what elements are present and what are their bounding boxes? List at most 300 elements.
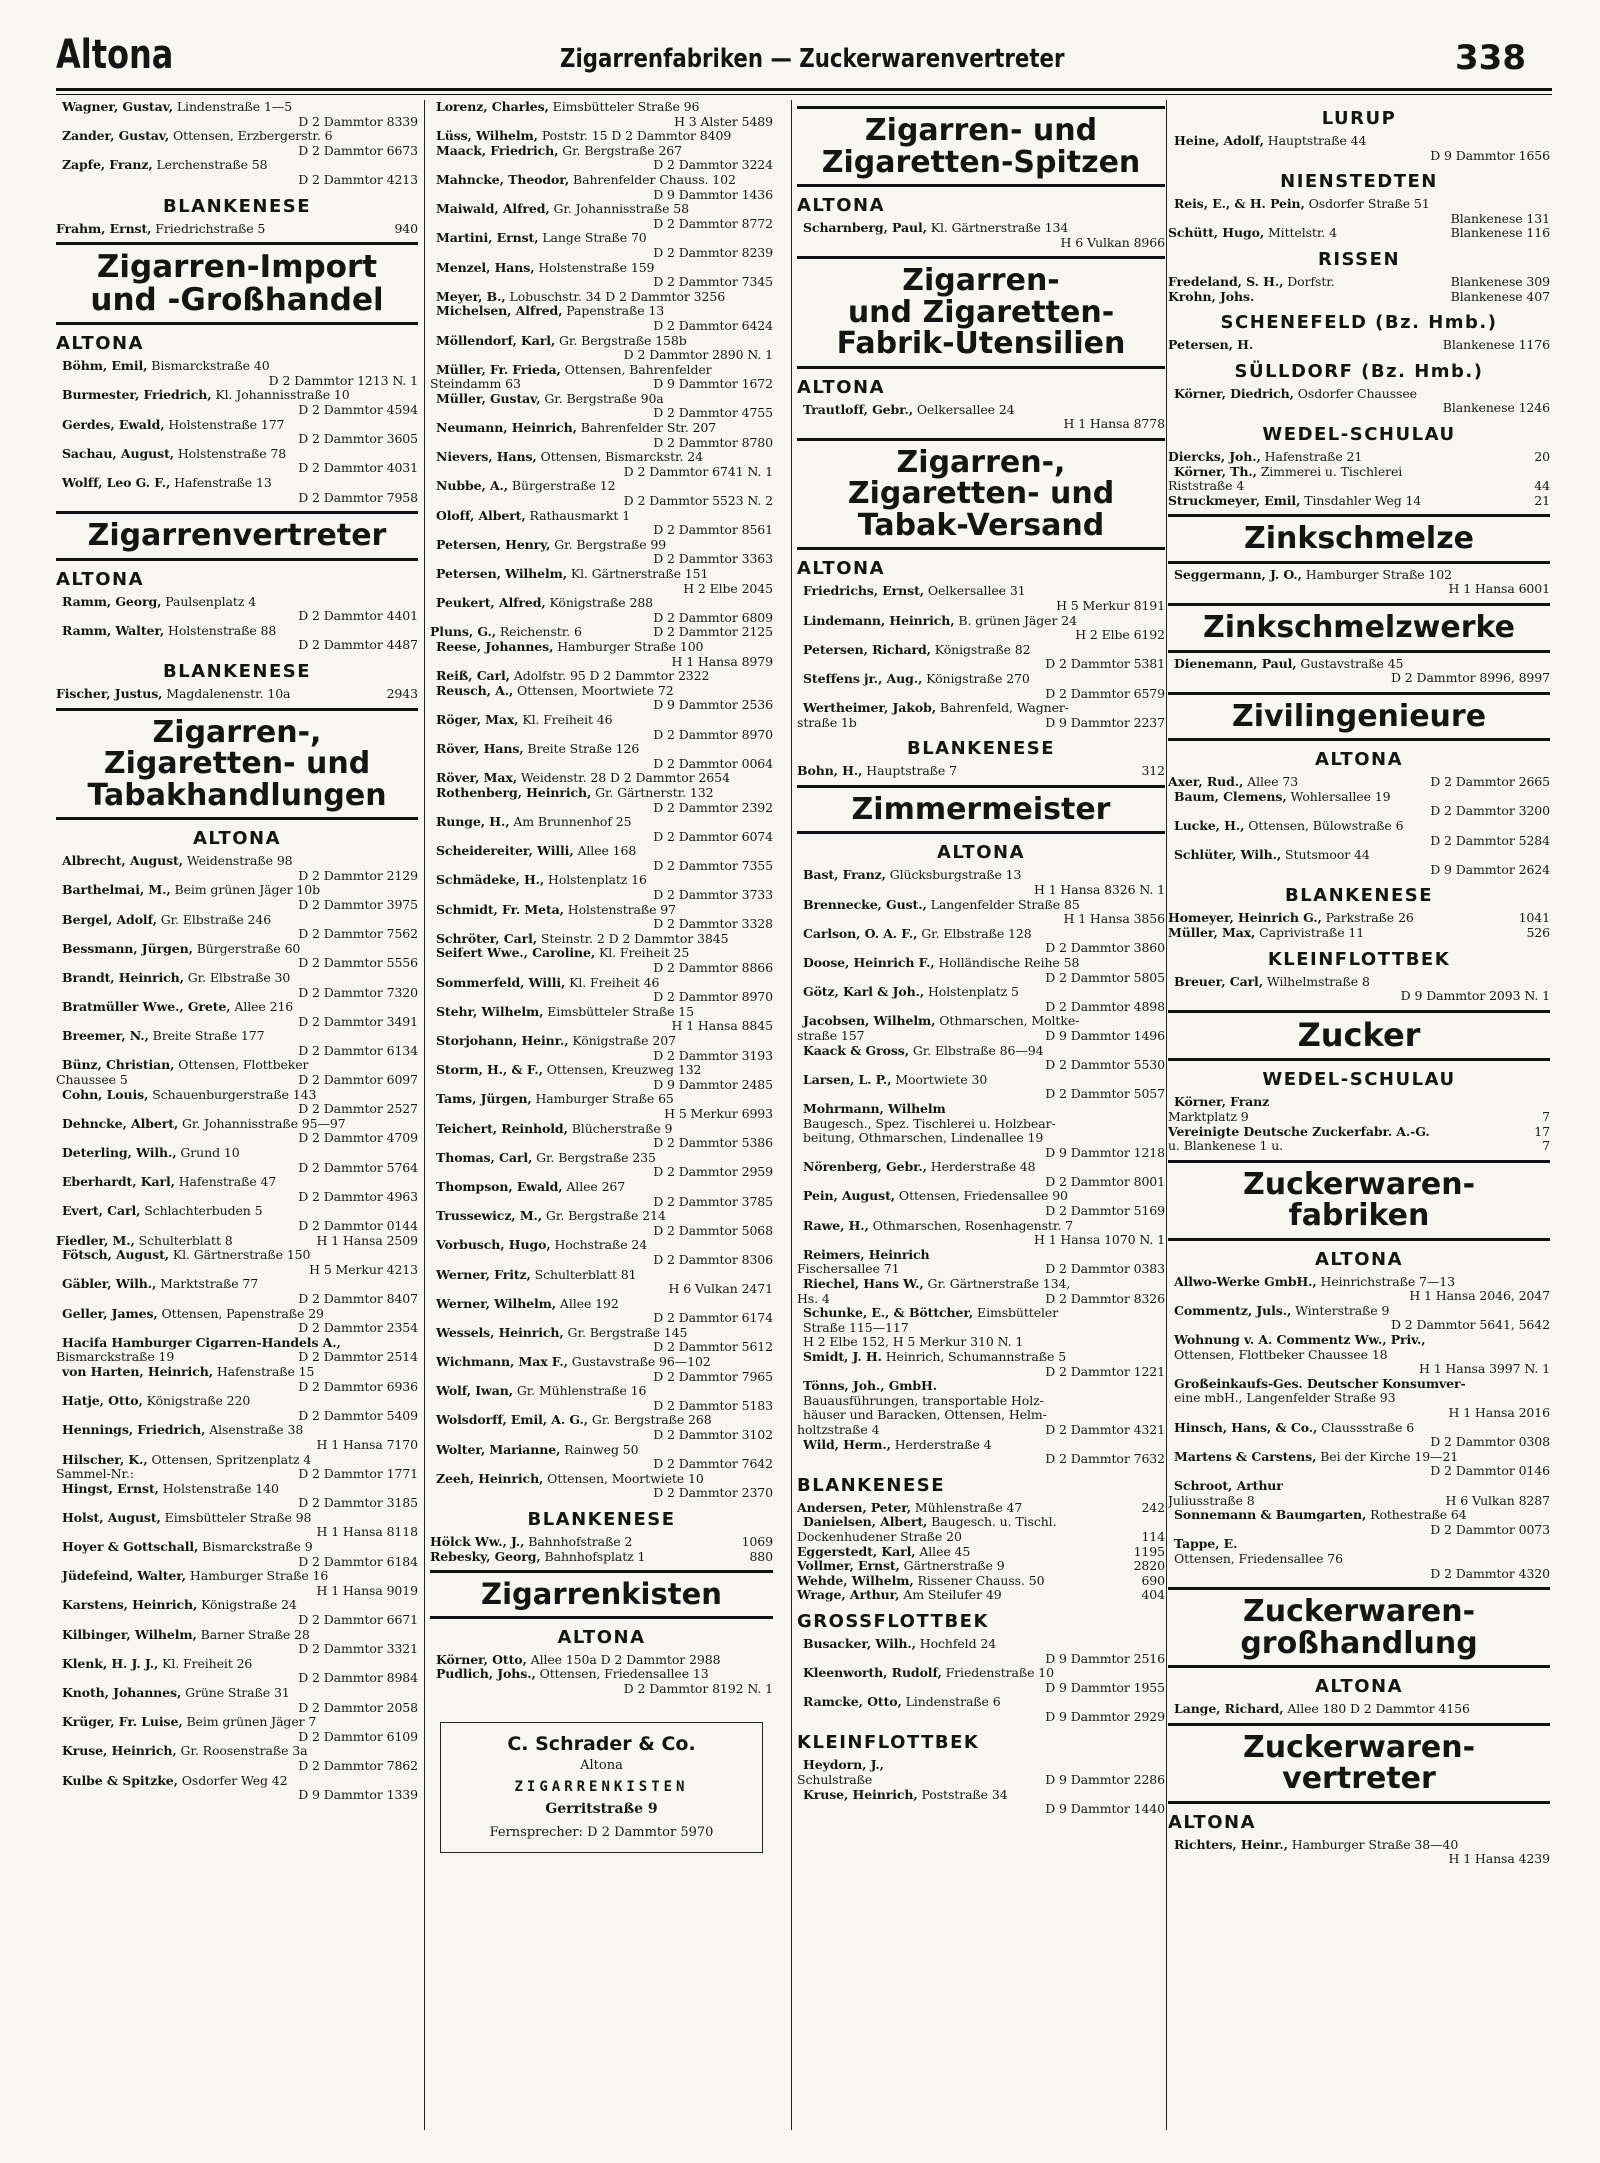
entry-address: Bahrenfelder Str. 207 <box>576 421 717 436</box>
category-heading <box>1168 1587 1550 1668</box>
entry-address: Allee 180 D 2 Dammtor 4156 <box>1283 1702 1470 1717</box>
entry-text <box>56 1540 313 1555</box>
entry-address: Grund 10 <box>176 1146 240 1161</box>
entry-line <box>797 985 1165 1000</box>
entry-address: Königstraße 82 <box>930 642 1031 657</box>
entry-line <box>430 815 773 830</box>
entry-phone: D 2 Dammtor 5068 <box>653 1222 773 1238</box>
entry-phone: H 1 Hansa 7170 <box>316 1436 418 1452</box>
entry-name: Brennecke, Gust., <box>803 897 927 912</box>
entry-address: Rainweg 50 <box>560 1442 639 1457</box>
entry-phone: H 1 Hansa 1070 N. 1 <box>1034 1232 1165 1248</box>
entry-line <box>56 1029 418 1044</box>
entry-address: Holstenstraße 177 <box>164 417 285 432</box>
entry-text <box>1168 790 1390 805</box>
directory-entry <box>797 643 1165 672</box>
directory-entry <box>56 1336 418 1365</box>
entry-text <box>1168 1304 1389 1319</box>
entry-name: Jüdefeind, Walter, <box>62 1569 187 1584</box>
entry-phone: D 2 Dammtor 8970 <box>653 989 773 1005</box>
entry-line <box>797 868 1165 883</box>
entry-address: Ottensen, Bismarckstr. 24 <box>536 450 703 465</box>
entry-address: Kl. Freiheit 26 <box>158 1656 253 1671</box>
directory-entry <box>797 956 1165 985</box>
directory-entry <box>430 567 773 596</box>
entry-address: Gr. Bergstraße 235 <box>532 1150 656 1165</box>
entry-address: Magdalenenstr. 10a <box>162 687 291 702</box>
entry-text <box>56 1598 297 1613</box>
entry-name: Karstens, Heinrich, <box>62 1598 198 1613</box>
entry-line <box>797 1262 1165 1277</box>
entry-phone: D 2 Dammtor 7642 <box>653 1456 773 1472</box>
entry-name: Hatje, Otto, <box>62 1394 143 1409</box>
entry-text <box>56 1715 316 1730</box>
entry-line <box>430 1326 773 1341</box>
entry-address: Othmarschen, Rosenhagenstr. 7 <box>868 1218 1073 1233</box>
locality-heading: BLANKENESE <box>1284 885 1434 907</box>
directory-entry <box>430 538 773 567</box>
category-heading-line: Zinkschmelze <box>1243 521 1475 557</box>
entry-phone: D 2 Dammtor 6673 <box>298 142 418 158</box>
entry-line <box>56 476 418 491</box>
entry-name: Ramm, Georg, <box>62 594 162 609</box>
entry-address: Winterstraße 9 <box>1291 1303 1390 1318</box>
entry-line <box>430 1472 773 1487</box>
entry-address: häuser und Baracken, Ottensen, Helm- <box>803 1408 1047 1423</box>
entry-address: Gr. Bergstraße 267 <box>558 143 683 158</box>
entry-line <box>1168 1391 1550 1406</box>
entry-phone: D 2 Dammtor 4709 <box>298 1130 418 1146</box>
ad-phone: Fernsprecher: D 2 Dammtor 5970 <box>489 1825 714 1841</box>
entry-address: Mittelstr. 4 <box>1264 226 1337 241</box>
entry-name: Reese, Johannes, <box>436 639 554 654</box>
category-heading <box>797 106 1165 187</box>
entry-address-cont: Dockenhudener Straße 20 <box>797 1529 962 1544</box>
entry-line <box>430 1443 773 1458</box>
directory-entry <box>1168 1362 1550 1377</box>
entry-address: Lobuschstr. 34 D 2 Dammtor 3256 <box>505 289 726 304</box>
entry-phone: D 2 Dammtor 0308 <box>1430 1434 1550 1450</box>
category-heading <box>797 256 1165 369</box>
entry-address: Holstenstraße 159 <box>534 260 655 275</box>
entry-line <box>430 976 773 991</box>
entry-line <box>56 1336 418 1351</box>
entry-phone: H 1 Hansa 9019 <box>316 1582 418 1598</box>
directory-entry <box>797 584 1165 613</box>
entry-name: Lorenz, Charles, <box>436 100 549 114</box>
entry-name: Seggermann, J. O., <box>1174 567 1302 582</box>
entry-text <box>430 1151 656 1166</box>
locality-heading: ALTONA <box>1168 1811 1256 1833</box>
entry-address: Baugesch. u. Tischl. <box>927 1515 1057 1530</box>
entry-name: Kruse, Heinrich, <box>803 1787 918 1802</box>
entry-line <box>430 377 773 392</box>
entry-text <box>430 1535 632 1550</box>
entry-phone: D 2 Dammtor 5381 <box>1045 656 1165 672</box>
entry-address: Gr. Gärtnerstraße 134, <box>923 1277 1071 1292</box>
entry-text <box>56 1204 262 1219</box>
entry-phone: H 1 Hansa 8845 <box>671 1018 773 1034</box>
entry-line <box>430 1550 773 1565</box>
directory-entry <box>430 1384 773 1413</box>
entry-name: Teichert, Reinhold, <box>436 1121 568 1136</box>
entry-line <box>56 1467 418 1482</box>
directory-entry <box>56 1277 418 1306</box>
entry-text <box>430 450 703 465</box>
entry-name: Bast, Franz, <box>803 868 886 883</box>
entry-text <box>56 359 270 374</box>
entry-address: Rathausmarkt 1 <box>525 508 631 523</box>
entry-text <box>1168 387 1417 402</box>
entry-line <box>56 1540 418 1555</box>
entry-text <box>430 640 703 655</box>
entry-text <box>56 1029 264 1044</box>
entry-name: Kilbinger, Wilhelm, <box>62 1627 197 1642</box>
entry-address: Heinrichstraße 7—13 <box>1316 1274 1455 1289</box>
entry-line <box>430 1180 773 1195</box>
category-heading-line: Zucker <box>1297 1015 1421 1054</box>
entry-address: Allee 216 <box>230 1000 294 1015</box>
entry-text <box>1168 226 1337 241</box>
entry-text <box>1168 494 1421 509</box>
directory-entry <box>56 971 418 1000</box>
entry-phone: D 9 Dammtor 2624 <box>1430 861 1550 877</box>
entry-phone: D 2 Dammtor 4213 <box>298 171 418 187</box>
entry-address: Dorfstr. <box>1283 274 1335 289</box>
entry-text <box>430 100 699 115</box>
entry-name: Zander, Gustav, <box>62 129 170 144</box>
entry-name: Heydorn, J., <box>803 1758 884 1773</box>
directory-entry <box>1168 790 1550 819</box>
entry-phone: D 2 Dammtor 5530 <box>1045 1057 1165 1073</box>
category-heading-line: Tabak-Versand <box>857 507 1105 543</box>
entry-address: Reichenstr. 6 <box>496 625 582 640</box>
entry-phone: 1069 <box>741 1535 773 1549</box>
locality-heading: ALTONA <box>797 195 885 216</box>
entry-name: Rothenberg, Heinrich, <box>436 785 592 800</box>
directory-entry <box>56 1744 418 1773</box>
entry-address: Ottensen, Kreuzweg 132 <box>542 1063 702 1078</box>
entry-phone: D 2 Dammtor 4487 <box>298 637 418 653</box>
entry-text <box>430 873 647 888</box>
entry-address: Holstenplatz 5 <box>924 985 1019 1000</box>
directory-entry <box>1168 1421 1550 1450</box>
entry-line <box>1168 926 1550 941</box>
entry-line <box>797 1637 1165 1652</box>
entry-text <box>430 567 708 582</box>
entry-text <box>430 392 664 407</box>
entry-address-cont: Chaussee 5 <box>56 1073 128 1088</box>
directory-entry <box>797 1306 1165 1335</box>
category-heading-line: Zigarren-, <box>152 714 322 750</box>
directory-entry <box>797 1014 1165 1043</box>
entry-address: Glücksburgstraße 13 <box>885 868 1022 883</box>
entry-text <box>56 388 350 403</box>
locality-heading: SCHENEFELD (Bz. Hmb.) <box>1220 312 1498 334</box>
directory-entry <box>430 1326 773 1355</box>
entry-name: Hinsch, Hans, & Co., <box>1174 1420 1318 1435</box>
entry-line <box>56 1453 418 1468</box>
entry-address: Herderstraße 48 <box>926 1160 1036 1175</box>
entry-name: Jacobsen, Wilhelm, <box>803 1014 936 1029</box>
directory-entry <box>797 672 1165 701</box>
entry-phone: D 9 Dammtor 1440 <box>1045 1801 1165 1817</box>
entry-text <box>430 1180 625 1195</box>
entry-line <box>56 1307 418 1322</box>
entry-name: Schmidt, Fr. Meta, <box>436 902 564 917</box>
entry-text <box>1168 1275 1455 1290</box>
entry-address: Othmarschen, Moltke- <box>935 1014 1080 1029</box>
entry-address: Kl. Freiheit 46 <box>565 975 660 990</box>
entry-text <box>430 509 630 524</box>
entry-address: Beim grünen Jäger 7 <box>182 1715 317 1730</box>
entry-line <box>1168 465 1550 480</box>
entry-name: Möllendorf, Karl, <box>436 333 556 348</box>
entry-phone: H 5 Merkur 6993 <box>664 1105 773 1121</box>
column-3 <box>797 100 1165 1817</box>
entry-text <box>56 1000 293 1015</box>
entry-text <box>430 1034 676 1049</box>
entry-address: Bahrenfeld, Wagner- <box>935 701 1069 716</box>
entry-line <box>430 1355 773 1370</box>
entry-line <box>430 1122 773 1137</box>
entry-phone: H 6 Vulkan 8966 <box>1060 234 1165 250</box>
entry-phone: D 2 Dammtor 6109 <box>298 1728 418 1744</box>
entry-address-cont: Sammel-Nr.: <box>56 1467 134 1482</box>
entry-name: Maack, Friedrich, <box>436 143 559 158</box>
entry-line <box>430 1413 773 1428</box>
entry-line <box>797 1248 1165 1263</box>
entry-phone: D 2 Dammtor 2890 N. 1 <box>623 347 773 363</box>
entry-phone: D 2 Dammtor 7958 <box>298 489 418 505</box>
directory-entry <box>1168 1275 1550 1304</box>
entry-line <box>430 873 773 888</box>
directory-entry <box>1168 275 1550 290</box>
entry-name: Seifert Wwe., Caroline, <box>436 946 596 961</box>
entry-phone: D 2 Dammtor 0064 <box>653 755 773 771</box>
entry-phone: D 9 Dammtor 2929 <box>1045 1708 1165 1724</box>
entry-address: Hamburger Straße 65 <box>531 1092 674 1107</box>
entry-phone: D 2 Dammtor 3328 <box>653 916 773 932</box>
entry-line <box>56 913 418 928</box>
directory-entry <box>56 624 418 653</box>
entry-phone: 7 <box>1542 1109 1550 1124</box>
entry-phone: D 2 Dammtor 2129 <box>298 867 418 883</box>
entry-name: Scheidereiter, Willi, <box>436 844 574 859</box>
entry-line <box>797 221 1165 236</box>
entry-name: Busacker, Wilh., <box>803 1636 916 1651</box>
entry-address: Parkstraße 26 <box>1321 911 1414 926</box>
entry-name: Krohn, Johs. <box>1168 289 1255 304</box>
advertisement-box <box>440 1722 763 1853</box>
entry-line <box>797 1277 1165 1292</box>
entry-text <box>430 1443 638 1458</box>
entry-address: Claussstraße 6 <box>1317 1420 1415 1435</box>
entry-name: Riechel, Hans W., <box>803 1277 924 1292</box>
entry-line <box>430 625 773 640</box>
entry-text <box>56 1423 303 1438</box>
category-heading-line: Zigarren- <box>902 263 1060 299</box>
entry-line <box>430 538 773 553</box>
entry-name: Meyer, B., <box>436 289 506 304</box>
entry-name: Wohnung v. A. Commentz Ww., Priv., <box>1174 1333 1426 1348</box>
entry-name: Petersen, Richard, <box>803 642 931 657</box>
directory-entry <box>56 1088 418 1117</box>
entry-phone: D 2 Dammtor 4320 <box>1430 1565 1550 1581</box>
entry-line <box>1168 1421 1550 1436</box>
directory-entry <box>56 1175 418 1204</box>
entry-address: Gr. Roosenstraße 3a <box>176 1744 308 1759</box>
directory-entry <box>1168 1406 1550 1421</box>
directory-entry <box>1168 338 1550 353</box>
entry-line <box>430 1653 773 1668</box>
entry-phone: 880 <box>749 1549 773 1564</box>
locality-heading: ALTONA <box>937 842 1025 864</box>
directory-entry <box>797 1248 1165 1277</box>
entry-phone: D 2 Dammtor 2125 <box>653 625 773 640</box>
entry-phone: D 2 Dammtor 5409 <box>298 1407 418 1423</box>
entry-phone: D 2 Dammtor 2392 <box>653 799 773 815</box>
entry-text <box>1168 1537 1237 1552</box>
entry-address: Ottensen, Bülowstraße 6 <box>1244 818 1404 833</box>
directory-entry <box>430 932 773 947</box>
directory-entry <box>797 1574 1165 1589</box>
entry-phone: D 2 Dammtor 3975 <box>298 896 418 912</box>
entry-address: Beim grünen Jäger 10b <box>170 883 321 898</box>
directory-entry <box>430 479 773 508</box>
entry-name: Petersen, Wilhelm, <box>436 567 567 581</box>
entry-address: Bismarckstraße 9 <box>198 1540 313 1555</box>
entry-name: Neumann, Heinrich, <box>436 421 577 436</box>
entry-line <box>797 1515 1165 1530</box>
directory-entry <box>56 1686 418 1715</box>
entry-phone: D 2 Dammtor 2354 <box>298 1320 418 1336</box>
entry-line <box>797 716 1165 731</box>
locality-heading: BLANKENESE <box>797 1474 946 1496</box>
entry-text <box>797 1438 992 1453</box>
directory-entry <box>430 144 773 173</box>
entry-line <box>797 927 1165 942</box>
entry-line <box>56 158 418 173</box>
entry-address: Breite Straße 126 <box>523 742 640 757</box>
entry-address-cont: straße 157 <box>797 1028 865 1043</box>
directory-entry <box>797 1788 1165 1817</box>
entry-line <box>797 1423 1165 1438</box>
directory-entry <box>1168 1333 1550 1362</box>
entry-address: Eimsbütteler Straße 98 <box>160 1510 312 1525</box>
entry-text <box>797 868 1021 883</box>
entry-address: Weidenstraße 98 <box>182 854 293 869</box>
column-divider <box>791 100 792 2130</box>
directory-entry <box>56 1540 418 1569</box>
directory-entry <box>430 1667 773 1696</box>
entry-line <box>430 1005 773 1020</box>
directory-entry <box>56 687 418 702</box>
entry-name: Thomas, Carl, <box>436 1150 533 1165</box>
entry-line <box>430 290 773 305</box>
entry-name: Andersen, Peter, <box>797 1500 912 1515</box>
entry-line <box>1168 790 1550 805</box>
entry-line <box>797 1306 1165 1321</box>
entry-text <box>797 672 1030 687</box>
entry-text <box>797 1219 1073 1234</box>
entry-address: Gr. Elbstraße 30 <box>183 970 291 985</box>
entry-phone: H 3 Alster 5489 <box>674 113 773 129</box>
directory-entry <box>430 334 773 363</box>
directory-entry <box>56 388 418 417</box>
entry-address: Eimsbütteler Straße 15 <box>543 1004 694 1019</box>
entry-text <box>797 584 1026 599</box>
entry-line <box>797 1044 1165 1059</box>
entry-address: Bei der Kirche 19—21 <box>1316 1449 1459 1464</box>
entry-address: Hafenstraße 21 <box>1260 449 1363 464</box>
entry-name: Schmädeke, H., <box>436 873 545 888</box>
entry-address: Alsenstraße 38 <box>205 1423 304 1438</box>
entry-line <box>797 614 1165 629</box>
entry-text <box>430 363 712 378</box>
entry-address: Gr. Bergstraße 214 <box>542 1209 666 1224</box>
entry-line <box>56 1088 418 1103</box>
category-heading-line: Zigaretten-Spitzen <box>821 144 1141 180</box>
entry-phone: 2820 <box>1133 1559 1165 1574</box>
entry-name: Commentz, Juls., <box>1174 1303 1292 1318</box>
entry-phone: 312 <box>1141 764 1165 779</box>
entry-address: Allee 192 <box>556 1296 619 1311</box>
directory-entry <box>56 476 418 505</box>
entry-phone: D 2 Dammtor 3491 <box>298 1013 418 1029</box>
directory-entry <box>430 1550 773 1565</box>
entry-phone: D 2 Dammtor 5386 <box>653 1135 773 1151</box>
entry-line <box>797 1219 1165 1234</box>
directory-entry <box>430 1238 773 1267</box>
entry-line <box>430 1238 773 1253</box>
entry-line <box>56 1774 418 1789</box>
entry-phone: H 1 Hansa 4239 <box>1448 1851 1550 1867</box>
entry-address: Osdorfer Straße 51 <box>1304 197 1430 212</box>
entry-text <box>430 1667 709 1682</box>
entry-phone: D 2 Dammtor 8239 <box>653 244 773 260</box>
entry-text <box>1168 1450 1458 1465</box>
entry-address: Gr. Johannisstraße 95—97 <box>178 1116 346 1131</box>
entry-line <box>1168 290 1550 305</box>
category-heading-line: Fabrik-Utensilien <box>836 326 1126 362</box>
directory-entry <box>56 1029 418 1058</box>
entry-address: Osdorfer Chaussee <box>1293 386 1417 401</box>
ad-company-name: C. Schrader & Co. <box>507 1733 696 1756</box>
directory-entry <box>430 976 773 1005</box>
locality-heading: SÜLLDORF (Bz. Hmb.) <box>1234 360 1484 382</box>
header-section-title: Zigarrenfabriken — Zuckerwarenvertreter <box>560 44 1065 74</box>
entry-line <box>430 932 773 947</box>
entry-name: Pudlich, Johs., <box>436 1667 536 1682</box>
category-heading-line: und -Großhandel <box>90 281 384 318</box>
entry-name: Knoth, Johannes, <box>62 1686 182 1700</box>
entry-text <box>430 946 689 961</box>
entry-address-cont: straße 1b <box>797 715 857 730</box>
entry-address: Hamburger Straße 100 <box>553 639 704 654</box>
entry-phone: D 2 Dammtor 2527 <box>298 1101 418 1117</box>
entry-phone: D 9 Dammtor 1656 <box>1430 147 1550 163</box>
entry-line <box>797 898 1165 913</box>
entry-line <box>430 684 773 699</box>
entry-line <box>430 640 773 655</box>
entry-line <box>56 1058 418 1073</box>
entry-text <box>797 764 957 779</box>
entry-line <box>1168 1139 1550 1154</box>
directory-entry <box>1168 450 1550 465</box>
entry-text <box>797 1277 1070 1292</box>
category-heading-line: großhandlung <box>1240 1625 1478 1661</box>
